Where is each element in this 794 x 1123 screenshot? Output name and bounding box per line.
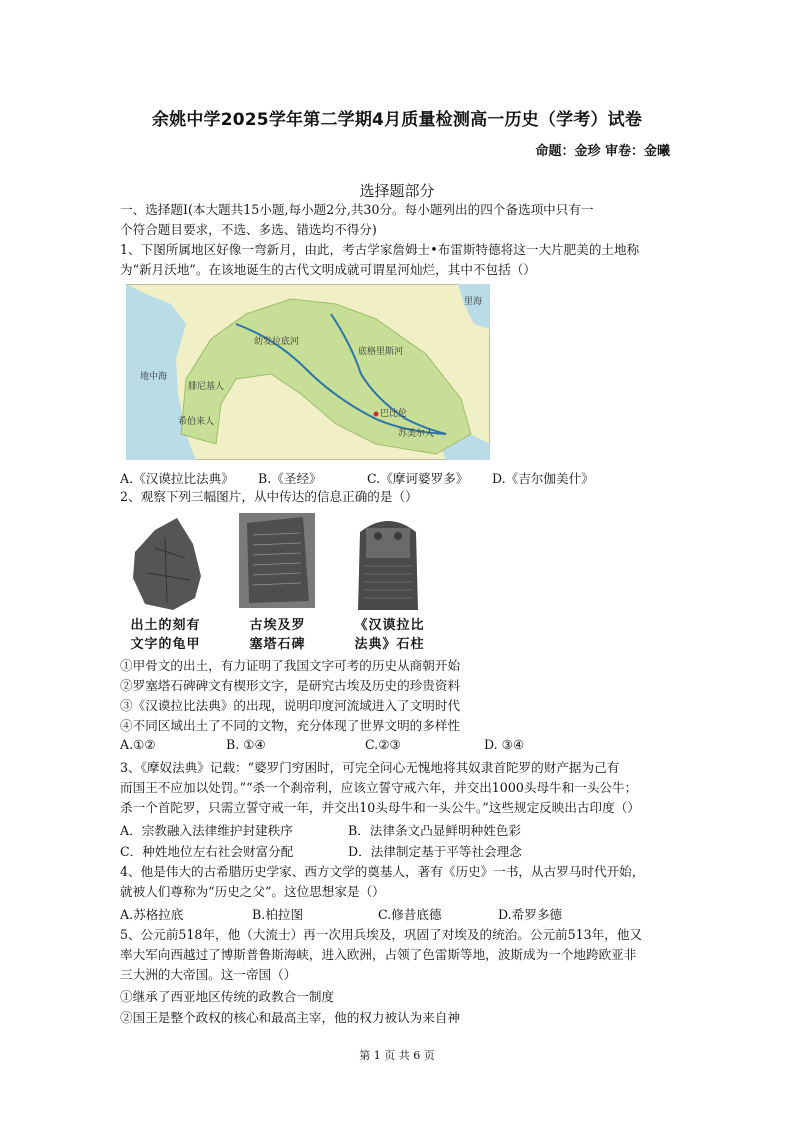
q2-stem: 2、观察下列三幅图片，从中传达的信息正确的是（） — [120, 489, 418, 504]
caption-oracle-bone-line-2: 文字的龟甲 — [130, 637, 201, 652]
q2-statement-4: ④不同区域出土了不同的文物，充分体现了世界文明的多样性 — [120, 718, 461, 733]
q3-stem-line-3: 杀一个首陀罗，只需立誓守戒一年，并交出10头母牛和一头公牛。”这些规定反映出古印度（） — [120, 800, 640, 815]
q2-option-c: C.②③ — [365, 737, 401, 752]
map-label-babylon: 巴比伦 — [380, 409, 408, 419]
hammurabi-stele-image — [352, 514, 424, 610]
q3-stem-line-1: 3、《摩奴法典》记载：“婆罗门穷困时，可完全问心无愧地将其奴隶首陀罗的财产据为己有 — [120, 760, 620, 775]
q4-option-c: C.修昔底德 — [378, 907, 442, 922]
q1-option-c: C.《摩诃婆罗多》 — [367, 471, 469, 486]
instructions-line-1: 一、选择题Ⅰ(本大题共15小题,每小题2分,共30分。每小题列出的四个备选项中只有一 — [120, 202, 594, 217]
map-label-phoenicians: 腓尼基人 — [188, 382, 225, 392]
caption-hammurabi-line-1: 《汉谟拉比 — [354, 618, 425, 633]
q5-statement-2: ②国王是整个政权的核心和最高主宰，他的权力被认为来自神 — [120, 1010, 461, 1025]
q3-stem-line-2: 而国王不应加以处罚。”“杀一个刹帝利，应该立誓守戒六年，并交出1000头母牛和一头公牛； — [120, 780, 638, 795]
q4-option-d: D.希罗多德 — [498, 907, 563, 922]
babylon-marker — [374, 412, 379, 417]
q5-stem-line-3: 三大洲的大帝国。这一帝国（） — [120, 967, 297, 982]
exam-title: 余姚中学2025学年第二学期4月质量检测高一历史（学考）试卷 — [151, 110, 643, 130]
caption-rosetta-line-2: 塞塔石碑 — [249, 637, 306, 652]
map-label-caspian: 里海 — [464, 297, 483, 307]
q5-statement-1: ①继承了西亚地区传统的政教合一制度 — [120, 989, 335, 1004]
map-label-hebrews: 希伯来人 — [178, 417, 215, 427]
caption-hammurabi-line-2: 法典》石柱 — [354, 637, 425, 652]
q2-statement-3: ③《汉谟拉比法典》的出现，说明印度河流域进入了文明时代 — [120, 698, 461, 713]
caption-oracle-bone — [118, 616, 213, 654]
q3-option-a: A．宗教融入法律维护封建秩序 — [120, 823, 293, 838]
q5-stem-line-1: 5、公元前518年，他（大流士）再一次用兵埃及，巩固了对埃及的统治。公元前513年，他又 — [120, 927, 643, 942]
exam-authors: 命题：金珍 审卷：金曦 — [535, 144, 670, 159]
q2-option-d: D. ③④ — [484, 737, 525, 752]
map-label-sumerians: 苏美尔人 — [398, 429, 435, 439]
q1-stem-line-1: 1、下图所属地区好像一弯新月，由此，考古学家詹姆士•布雷斯特德将这一大片肥美的土地称 — [120, 242, 640, 257]
instructions-line-2: 个符合题目要求，不选、多选、错选均不得分) — [120, 222, 377, 237]
q2-statement-2: ②罗塞塔石碑碑文有楔形文字，是研究古埃及历史的珍贵资料 — [120, 678, 461, 693]
q5-stem-line-2: 率大军向西越过了博斯普鲁斯海峡，进入欧洲，占领了色雷斯等地，波斯成为一个地跨欧亚非 — [120, 947, 637, 962]
q3-option-b: B．法律条文凸显鲜明种姓色彩 — [348, 823, 521, 838]
q2-option-a: A.①② — [120, 737, 156, 752]
map-label-tigris: 底格里斯河 — [358, 347, 404, 357]
q4-stem-line-2: 就被人们尊称为“历史之父”。这位思想家是（） — [120, 884, 385, 899]
q1-stem-line-2: 为“新月沃地”。在该地诞生的古代文明成就可谓星河灿烂，其中不包括（） — [120, 262, 536, 277]
q1-option-b: B.《圣经》 — [258, 471, 322, 486]
fertile-crescent-map — [126, 284, 490, 460]
q2-statement-1: ①甲骨文的出土，有力证明了我国文字可考的历史从商朝开始 — [120, 658, 461, 673]
q1-option-d: D.《吉尔伽美什》 — [492, 471, 594, 486]
rosetta-stone-image — [239, 513, 315, 608]
map-label-mediterranean: 地中海 — [140, 372, 168, 382]
q4-option-a: A.苏格拉底 — [120, 907, 184, 922]
page-number: 第 1 页 共 6 页 — [359, 1049, 435, 1062]
caption-rosetta-stone — [230, 616, 325, 654]
caption-hammurabi-stele — [342, 616, 437, 654]
q4-option-b: B.柏拉图 — [252, 907, 304, 922]
q3-option-c: C．种姓地位左右社会财富分配 — [120, 844, 294, 859]
caption-oracle-bone-line-1: 出土的刻有 — [130, 618, 201, 633]
section-title: 选择题部分 — [359, 182, 435, 200]
q2-option-b: B. ①④ — [226, 737, 266, 752]
map-label-euphrates: 幼发拉底河 — [254, 337, 300, 347]
caption-rosetta-line-1: 古埃及罗 — [249, 618, 306, 633]
oracle-bone-image — [125, 518, 205, 610]
q1-option-a: A.《汉谟拉比法典》 — [120, 471, 234, 486]
q4-stem-line-1: 4、他是伟大的古希腊历史学家、西方文学的奠基人，著有《历史》一书，从古罗马时代开始， — [120, 864, 645, 879]
q3-option-d: D．法律制定基于平等社会理念 — [348, 844, 522, 859]
